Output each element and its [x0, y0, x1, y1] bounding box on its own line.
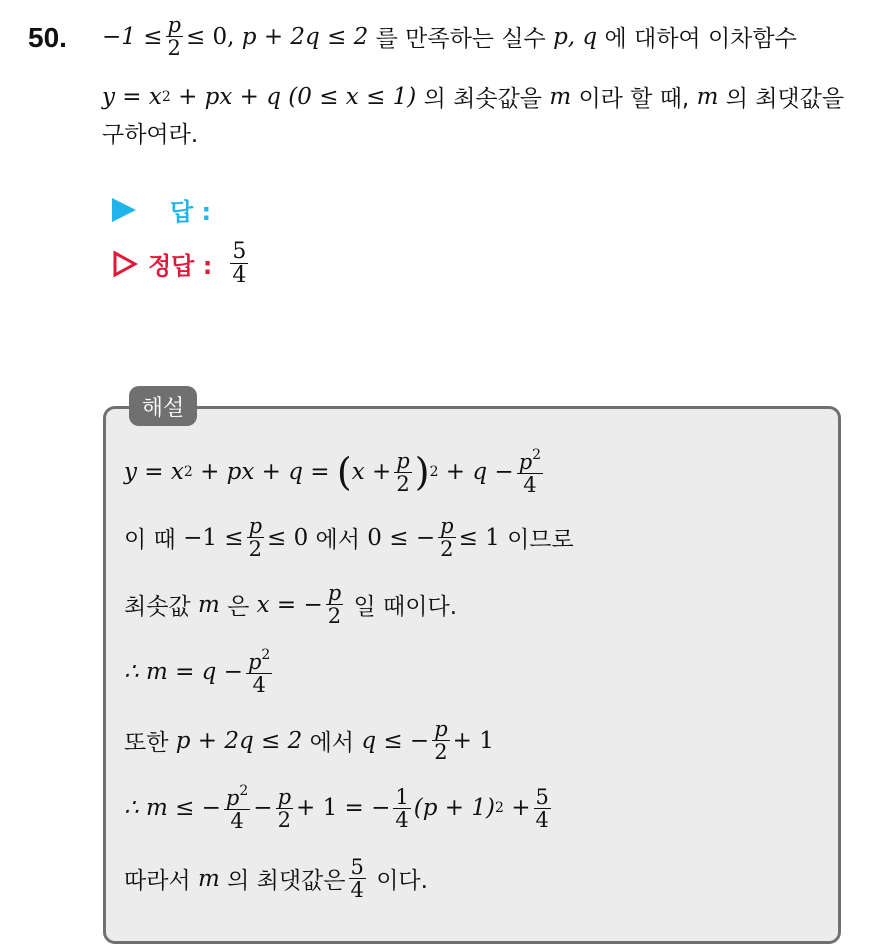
function-text: y = x [102, 83, 162, 110]
problem-line-3: 구하여라. [102, 122, 199, 148]
solution-tag: 해설 [129, 386, 197, 426]
outline-play-icon [112, 250, 138, 278]
problem-text: 에 대하여 이차함수 [604, 26, 797, 53]
variable: p, q [553, 23, 598, 50]
problem-text: 의 최댓값을 [725, 86, 845, 112]
solution-line-5: 또한 p + 2q ≤ 2 에서 q ≤ − $\frac{p}{2}$ + 1 [124, 717, 494, 765]
solution-line-6: ∴ m ≤ − $\frac{p^2}{4}$ − $\frac{p}{2}$ + 1 = − $\frac{1}{4}$ (p + 1) 2 + $\frac{5}{4}$ [124, 783, 549, 834]
cond-text: p + 2q ≤ 2 [241, 23, 369, 50]
solution-line-1: y = x 2 + px + q = ( x + $\frac{p}{2}$ ) 2 + q − $\frac{p^2}{4}$ [124, 447, 542, 498]
solution-line-3: 최솟값 m 은 x = − $\frac{p}{2}$ 일 때이다. [124, 581, 458, 629]
problem-number: 50. [28, 22, 67, 53]
cond-text: −1 ≤ [102, 23, 163, 50]
problem-line-1 [102, 14, 797, 59]
variable: m [549, 83, 572, 110]
cond-text: ≤ 0, [185, 23, 235, 50]
correct-answer-label: 정답 : [148, 252, 213, 281]
play-icon [112, 198, 136, 222]
problem-text: 의 최솟값을 [423, 86, 542, 112]
answer-label: 답 : [170, 198, 212, 226]
variable: m [696, 83, 719, 110]
answer-row [112, 192, 211, 227]
correct-answer-row [112, 240, 251, 287]
correct-answer-value: $\frac{5}{4}$ [232, 239, 247, 289]
solution-line-7: 따라서 m 의 최댓값은 $\frac{5}{4}$ 이다. [124, 855, 428, 903]
right-paren: ) [414, 450, 430, 495]
solution-line-2: 이 때 −1 ≤ $\frac{p}{2}$ ≤ 0 에서 0 ≤ − $\frac{p}{2}$ ≤ 1 이므로 [124, 514, 574, 562]
function-text: + px + q (0 ≤ x ≤ 1) [178, 83, 417, 110]
problem-text: 이라 할 때, [578, 86, 690, 112]
fraction: $\frac{p}{2}$ [167, 13, 181, 61]
left-paren: ( [336, 450, 352, 495]
problem-text: 를 만족하는 실수 [375, 26, 546, 53]
solution-line-4: ∴ m = q − $\frac{p^2}{4}$ [124, 647, 271, 698]
problem-line-2: y = x 2 + px + q (0 ≤ x ≤ 1) 의 최솟값을 m 이라 할 때, m 의 최댓값을 [102, 80, 844, 113]
